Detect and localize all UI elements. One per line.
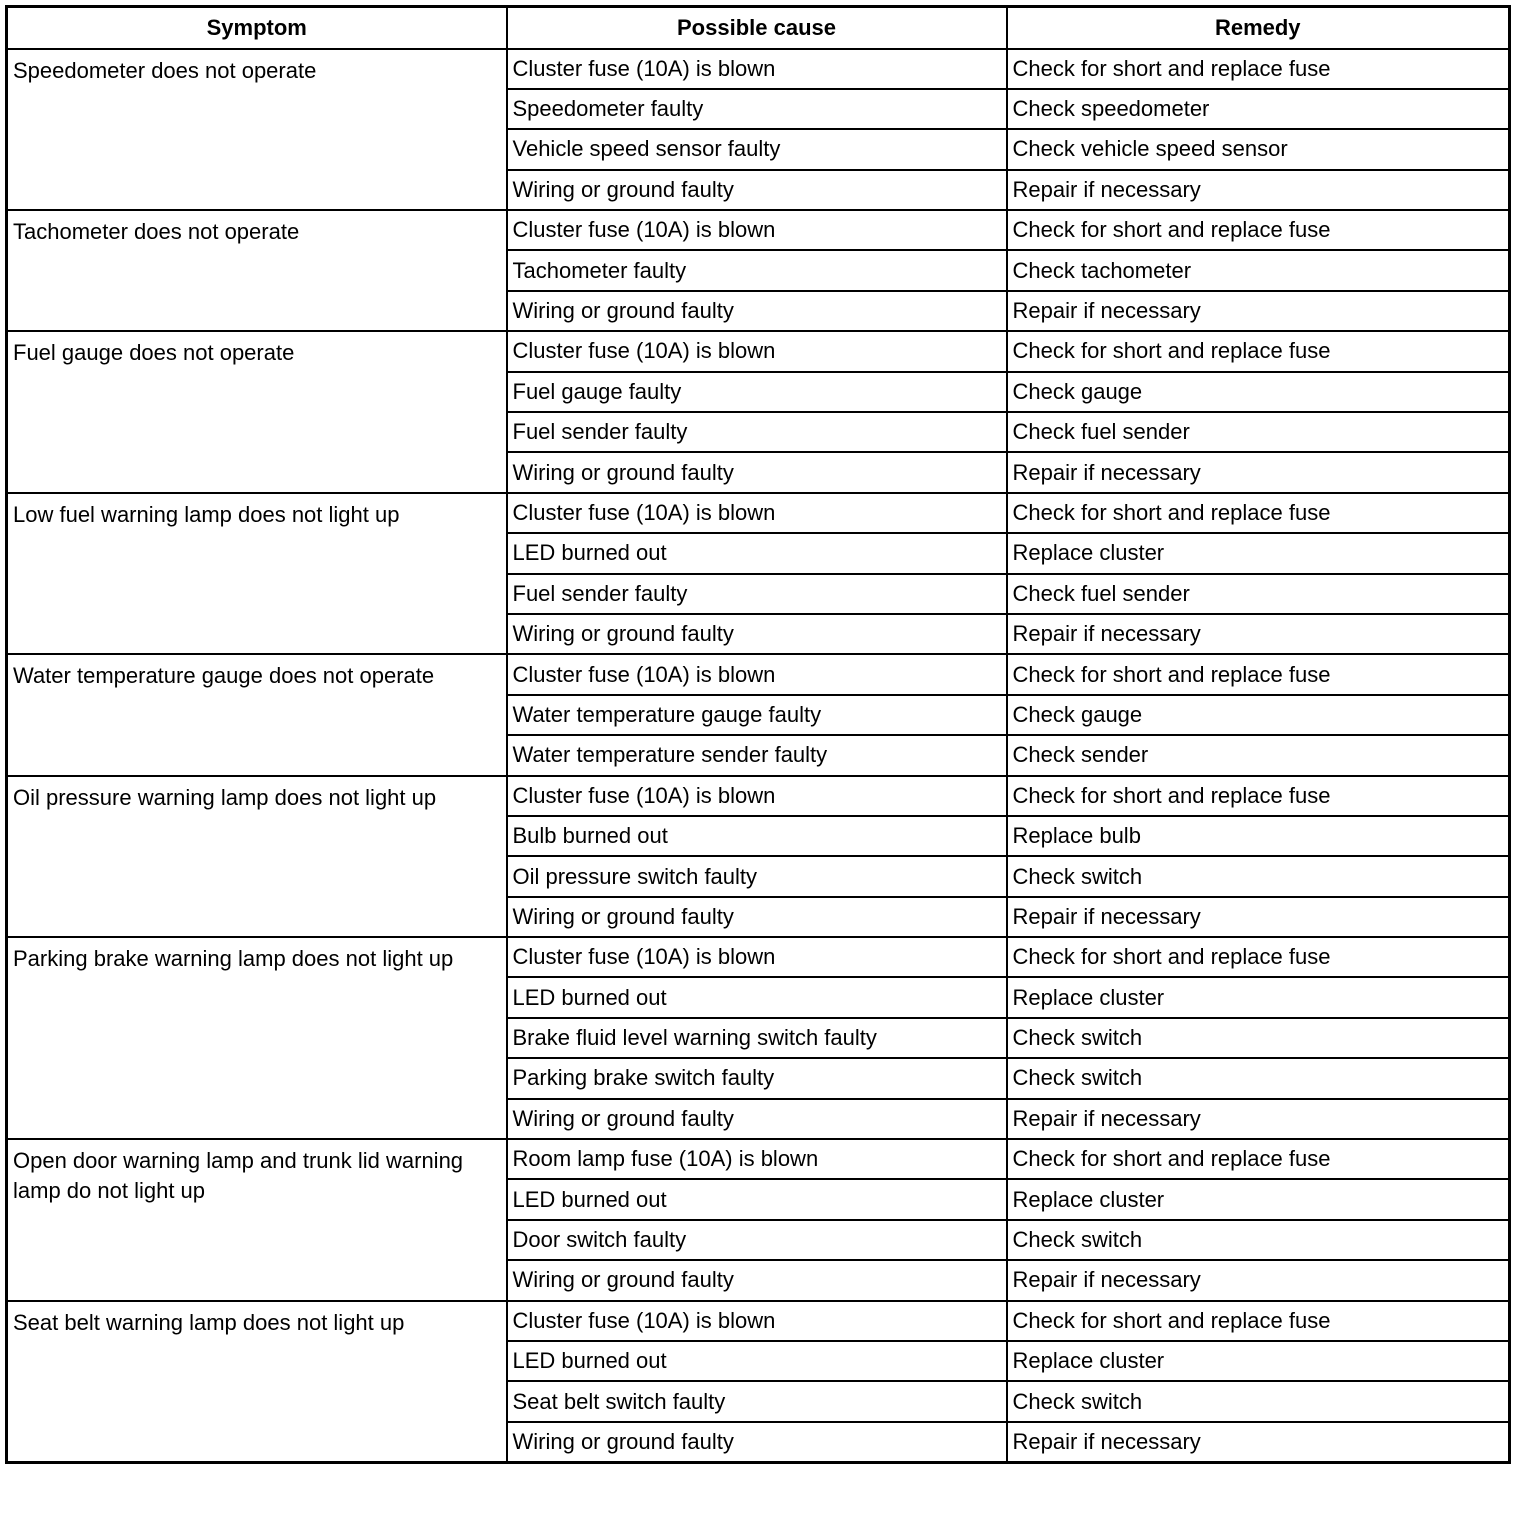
cause-cell: LED burned out [507,977,1007,1017]
cause-cell: Cluster fuse (10A) is blown [507,937,1007,977]
remedy-cell: Check switch [1007,1220,1510,1260]
remedy-cell: Check for short and replace fuse [1007,493,1510,533]
remedy-cell: Check switch [1007,1381,1510,1421]
symptom-cell: Low fuel warning lamp does not light up [7,493,507,655]
remedy-cell: Check for short and replace fuse [1007,654,1510,694]
remedy-cell: Replace cluster [1007,977,1510,1017]
cause-cell: Wiring or ground faulty [507,170,1007,210]
cause-cell: Fuel sender faulty [507,574,1007,614]
remedy-cell: Check tachometer [1007,250,1510,290]
cause-cell: Speedometer faulty [507,89,1007,129]
remedy-cell: Repair if necessary [1007,170,1510,210]
remedy-cell: Check for short and replace fuse [1007,937,1510,977]
cause-cell: Tachometer faulty [507,250,1007,290]
symptom-cell: Seat belt warning lamp does not light up [7,1301,507,1463]
symptom-cell: Tachometer does not operate [7,210,507,331]
cause-cell: Bulb burned out [507,816,1007,856]
cause-cell: Cluster fuse (10A) is blown [507,776,1007,816]
remedy-cell: Check switch [1007,856,1510,896]
remedy-cell: Check sender [1007,735,1510,775]
cause-cell: Vehicle speed sensor faulty [507,129,1007,169]
cause-cell: Fuel sender faulty [507,412,1007,452]
cause-cell: LED burned out [507,533,1007,573]
symptom-cell: Water temperature gauge does not operate [7,654,507,775]
remedy-cell: Replace bulb [1007,816,1510,856]
remedy-cell: Check switch [1007,1058,1510,1098]
cause-cell: Fuel gauge faulty [507,372,1007,412]
cause-cell: Cluster fuse (10A) is blown [507,331,1007,371]
cause-cell: Cluster fuse (10A) is blown [507,49,1007,89]
remedy-cell: Check fuel sender [1007,574,1510,614]
cause-cell: LED burned out [507,1341,1007,1381]
remedy-cell: Repair if necessary [1007,1260,1510,1300]
remedy-cell: Repair if necessary [1007,1422,1510,1462]
cause-cell: Wiring or ground faulty [507,614,1007,654]
remedy-cell: Repair if necessary [1007,897,1510,937]
remedy-cell: Check vehicle speed sensor [1007,129,1510,169]
remedy-cell: Replace cluster [1007,1179,1510,1219]
remedy-cell: Check gauge [1007,695,1510,735]
cause-cell: Wiring or ground faulty [507,1260,1007,1300]
remedy-cell: Check for short and replace fuse [1007,210,1510,250]
remedy-cell: Check gauge [1007,372,1510,412]
table-row [7,49,1510,89]
symptom-cell: Speedometer does not operate [7,49,507,211]
table-row [7,493,1510,533]
remedy-cell: Check switch [1007,1018,1510,1058]
cause-cell: Wiring or ground faulty [507,291,1007,331]
cause-cell: LED burned out [507,1179,1007,1219]
symptom-cell: Oil pressure warning lamp does not light up [7,776,507,938]
cause-cell: Wiring or ground faulty [507,1422,1007,1462]
cause-cell: Wiring or ground faulty [507,897,1007,937]
cause-cell: Water temperature sender faulty [507,735,1007,775]
cause-cell: Brake fluid level warning switch faulty [507,1018,1007,1058]
table-body [7,49,1510,1463]
header-symptom: Symptom [7,7,507,49]
remedy-cell: Check speedometer [1007,89,1510,129]
cause-cell: Wiring or ground faulty [507,452,1007,492]
header-remedy: Remedy [1007,7,1510,49]
remedy-cell: Check fuel sender [1007,412,1510,452]
remedy-cell: Replace cluster [1007,533,1510,573]
remedy-cell: Check for short and replace fuse [1007,1301,1510,1341]
table-row [7,776,1510,816]
table-row [7,331,1510,371]
cause-cell: Room lamp fuse (10A) is blown [507,1139,1007,1179]
table-row [7,210,1510,250]
table-row [7,654,1510,694]
header-possible-cause: Possible cause [507,7,1007,49]
cause-cell: Wiring or ground faulty [507,1099,1007,1139]
table-row [7,937,1510,977]
remedy-cell: Check for short and replace fuse [1007,49,1510,89]
cause-cell: Cluster fuse (10A) is blown [507,210,1007,250]
symptom-cell: Parking brake warning lamp does not light up [7,937,507,1139]
remedy-cell: Repair if necessary [1007,291,1510,331]
table-row [7,1139,1510,1179]
symptom-cell: Fuel gauge does not operate [7,331,507,493]
remedy-cell: Repair if necessary [1007,614,1510,654]
remedy-cell: Replace cluster [1007,1341,1510,1381]
symptom-cell: Open door warning lamp and trunk lid warning lamp do not light up [7,1139,507,1301]
cause-cell: Oil pressure switch faulty [507,856,1007,896]
remedy-cell: Check for short and replace fuse [1007,331,1510,371]
cause-cell: Door switch faulty [507,1220,1007,1260]
cause-cell: Cluster fuse (10A) is blown [507,654,1007,694]
remedy-cell: Check for short and replace fuse [1007,1139,1510,1179]
cause-cell: Parking brake switch faulty [507,1058,1007,1098]
cause-cell: Cluster fuse (10A) is blown [507,493,1007,533]
cause-cell: Cluster fuse (10A) is blown [507,1301,1007,1341]
remedy-cell: Repair if necessary [1007,1099,1510,1139]
header-row [7,7,1510,49]
table-row [7,1301,1510,1341]
remedy-cell: Check for short and replace fuse [1007,776,1510,816]
remedy-cell: Repair if necessary [1007,452,1510,492]
troubleshooting-table [5,5,1511,1464]
cause-cell: Seat belt switch faulty [507,1381,1007,1421]
cause-cell: Water temperature gauge faulty [507,695,1007,735]
